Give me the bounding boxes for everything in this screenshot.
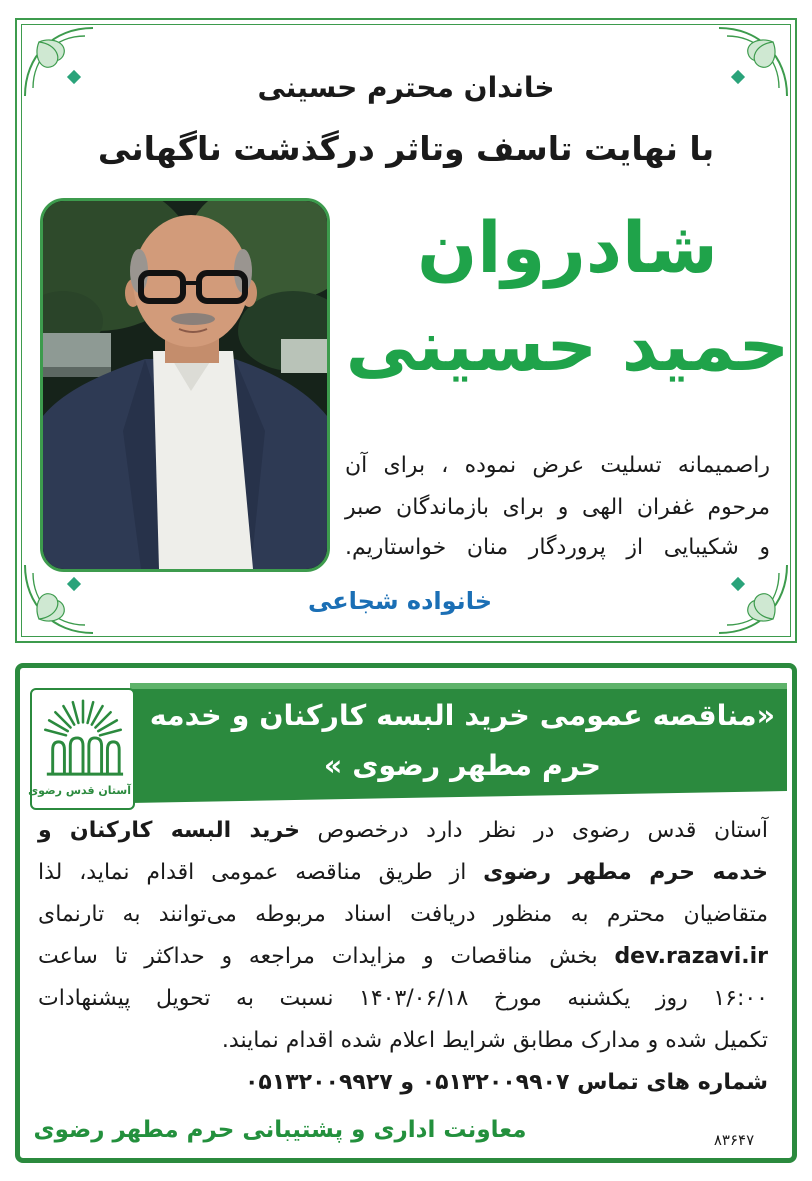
body-text: بخش مناقصات و مزایدات مراجعه و حداکثر تا ساعت [38,944,598,969]
body-text: متقاضیان محترم به منظور دریافت اسناد مربوطه می‌توانند به تارنمای [38,902,768,927]
body-text: از طریق مناقصه عمومی اقدام نماید، لذا [38,860,467,885]
ad-code-number: ۸۳۶۴۷ [713,1131,755,1149]
tender-body-line [38,894,768,936]
banner-highlight-stripe [130,683,787,689]
condolence-message-line: و شکیبایی از پروردگار منان خواستاریم. [345,535,770,560]
portrait-photo [43,201,327,569]
condolence-message-line: راصمیمانه تسلیت عرض نموده ، برای آن [345,453,770,478]
condolence-signature: خانواده شجاعی [307,587,493,615]
website-url: dev.razavi.ir [614,944,768,969]
condolence-message-line: مرحوم غفران الهی و برای بازماندگان صبر [345,495,770,520]
issuer-signature: معاونت اداری و پشتیبانی حرم مطهر رضوی [33,1117,527,1143]
body-emphasis: خدمه حرم مطهر رضوی [483,860,768,885]
ornament-shape [719,28,787,96]
contact-numbers: شماره های تماس ۰۵۱۳۲۰۰۹۹۰۷ و ۰۵۱۳۲۰۰۹۹۲۷ [244,1070,768,1095]
honorific-title: شادروان [417,207,718,289]
family-addressee: خاندان محترم حسینی [257,71,555,104]
portrait-photo-frame [40,198,330,572]
tender-title-line: حرم مطهر رضوی » [323,749,602,782]
emblem-arches [47,738,123,774]
body-text: تکمیل شده و مدارک مطابق شرایط اعلام شده اقدام نمایند. [221,1028,768,1053]
corner-ornament-icon [23,26,101,104]
ornament-shape [25,565,93,633]
corner-ornament-icon [711,557,789,635]
ornament-shape [719,565,787,633]
corner-ornament-icon [711,26,789,104]
tender-body-line [38,852,768,894]
tender-body-line [38,810,768,852]
deceased-name: حمید حسینی [345,305,790,387]
astan-quds-logo [30,688,135,810]
body-text: آستان قدس رضوی در نظر دارد درخصوص [317,818,768,843]
ornament-shape [25,28,93,96]
body-text: ۱۶:۰۰ روز یکشنبه مورخ ۱۴۰۳/۰۶/۱۸ نسبت به تحویل پیشنهادات [38,986,768,1011]
emblem-sunburst [45,701,120,736]
condolence-headline: با نهایت تاسف وتاثر درگذشت ناگهانی [97,129,715,168]
astan-quds-razavi-emblem-icon [39,694,127,778]
tender-body-line [38,1020,768,1062]
logo-caption: آستان قدس رضوی [28,784,131,797]
tender-title-line: «مناقصه عمومی خرید البسه کارکنان و خدمه [149,699,775,732]
tender-body-line [38,978,768,1020]
tender-body-line [38,936,768,978]
body-emphasis: خرید البسه کارکنان و [38,818,300,843]
